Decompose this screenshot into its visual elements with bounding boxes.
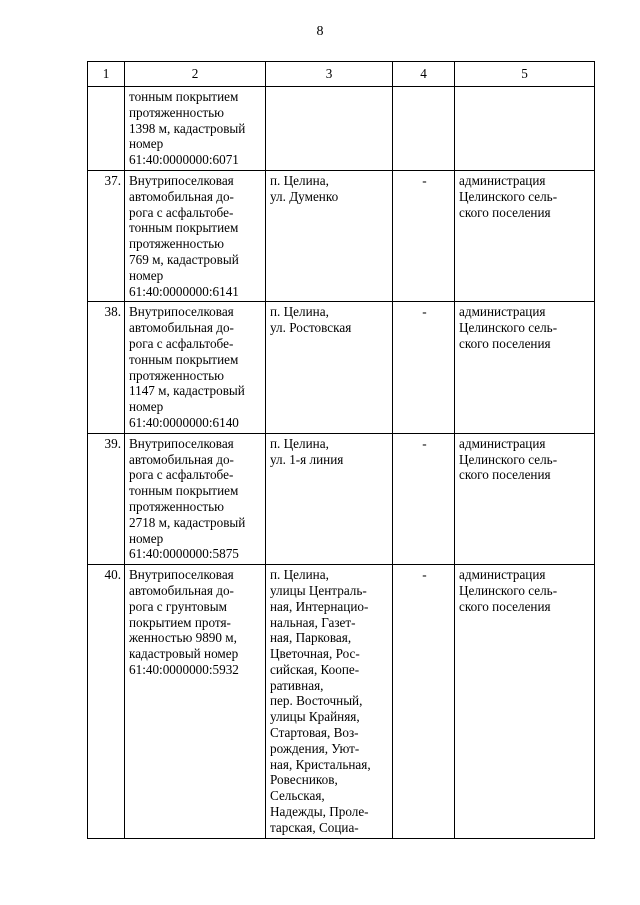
description-line: рога с грунтовым <box>129 598 227 614</box>
description-line: 61:40:0000000:6141 <box>129 283 239 299</box>
row-number: 37. <box>88 170 125 301</box>
owner-line: администрация <box>459 567 546 583</box>
description-line: рога с асфальтобе- <box>129 335 234 351</box>
object-address <box>266 87 393 171</box>
owner-line: ского поселения <box>459 598 551 614</box>
table-row <box>88 87 595 171</box>
address-line: ная, Парковая, <box>270 630 352 646</box>
table-body <box>88 62 595 839</box>
object-address <box>266 433 393 564</box>
description-line: номер <box>129 530 164 546</box>
description-line: автомобильная до- <box>129 451 234 467</box>
owner-line: ского поселения <box>459 467 551 483</box>
description-line: кадастровый номер <box>129 646 239 662</box>
description-line: покрытием протя- <box>129 614 231 630</box>
description-line: 1147 м, кадастровый <box>129 383 245 399</box>
row-number: 39. <box>88 433 125 564</box>
description-line: протяженностью <box>129 498 225 514</box>
column-header-4: 4 <box>393 62 455 87</box>
address-line: ная, Кристальная, <box>270 756 371 772</box>
description-line: рога с асфальтобе- <box>129 204 234 220</box>
address-line: Сельская, <box>270 788 325 804</box>
address-line: улицы Крайняя, <box>270 709 360 725</box>
table-row <box>88 170 595 301</box>
address-line: Стартовая, Воз- <box>270 725 359 741</box>
owner-info <box>455 302 595 433</box>
address-line: Цветочная, Рос- <box>270 646 360 662</box>
description-line: 61:40:0000000:6071 <box>129 152 239 168</box>
description-line: номер <box>129 399 164 415</box>
address-line: ная, Интернацио- <box>270 598 369 614</box>
table-row <box>88 433 595 564</box>
address-line: рождения, Уют- <box>270 740 360 756</box>
object-description <box>125 433 266 564</box>
column-4-value: - <box>393 433 455 564</box>
column-4-value: - <box>393 565 455 839</box>
owner-line: ского поселения <box>459 204 551 220</box>
address-line: улицы Централь- <box>270 582 367 598</box>
description-line: номер <box>129 136 164 152</box>
owner-line: Целинского сель- <box>459 320 558 336</box>
owner-info <box>455 170 595 301</box>
object-address <box>266 565 393 839</box>
page-number: 8 <box>316 24 324 39</box>
owner-line: Целинского сель- <box>459 582 558 598</box>
object-description <box>125 302 266 433</box>
row-number: 38. <box>88 302 125 433</box>
description-line: тонным покрытием <box>129 89 239 104</box>
address-line: Ровесников, <box>270 772 338 788</box>
description-line: 61:40:0000000:5875 <box>129 546 239 562</box>
description-line: 61:40:0000000:5932 <box>129 661 239 677</box>
address-line: ул. Думенко <box>270 188 339 204</box>
address-line: тарская, Социа- <box>270 819 359 835</box>
address-line: нальная, Газет- <box>270 614 356 630</box>
address-line: ративная, <box>270 677 324 693</box>
owner-line: администрация <box>459 304 546 320</box>
object-description <box>125 170 266 301</box>
owner-line: Целинского сель- <box>459 188 558 204</box>
column-header-5: 5 <box>455 62 595 87</box>
description-line: 1398 м, кадастровый <box>129 120 246 136</box>
column-header-3: 3 <box>266 62 393 87</box>
description-line: тонным покрытием <box>129 220 239 236</box>
table-header-row <box>88 62 595 87</box>
owner-line: администрация <box>459 172 546 188</box>
description-line: Внутрипоселковая <box>129 304 234 320</box>
address-line: Надежды, Проле- <box>270 804 369 820</box>
owner-info <box>455 565 595 839</box>
description-line: протяженностью <box>129 236 225 252</box>
description-line: тонным покрытием <box>129 483 239 499</box>
description-line: 61:40:0000000:6140 <box>129 414 239 430</box>
description-line: протяженностью <box>129 104 225 120</box>
description-line: протяженностью <box>129 367 225 383</box>
table-row <box>88 565 595 839</box>
object-description <box>125 87 266 171</box>
address-line: ул. Ростовская <box>270 320 352 336</box>
description-line: Внутрипоселковая <box>129 435 234 451</box>
description-line: тонным покрытием <box>129 351 239 367</box>
address-line: пер. Восточный, <box>270 693 363 709</box>
table-row <box>88 302 595 433</box>
registry-table <box>87 61 595 839</box>
column-header-2: 2 <box>125 62 266 87</box>
description-line: автомобильная до- <box>129 320 234 336</box>
address-line: ул. 1-я линия <box>270 451 344 467</box>
description-line: номер <box>129 267 164 283</box>
description-line: 769 м, кадастровый <box>129 251 239 267</box>
address-line: п. Целина, <box>270 172 329 188</box>
description-line: автомобильная до- <box>129 582 234 598</box>
column-header-1: 1 <box>88 62 125 87</box>
description-line: Внутрипоселковая <box>129 567 234 583</box>
owner-line: Целинского сель- <box>459 451 558 467</box>
column-4-value <box>393 87 455 171</box>
description-line: 2718 м, кадастровый <box>129 514 246 530</box>
row-number: 40. <box>88 565 125 839</box>
object-address <box>266 302 393 433</box>
description-line: Внутрипоселковая <box>129 172 234 188</box>
row-number <box>88 87 125 171</box>
description-line: женностью 9890 м, <box>129 630 237 646</box>
column-4-value: - <box>393 170 455 301</box>
owner-line: ского поселения <box>459 335 551 351</box>
owner-line: администрация <box>459 435 546 451</box>
owner-info <box>455 433 595 564</box>
address-line: п. Целина, <box>270 567 329 583</box>
column-4-value: - <box>393 302 455 433</box>
object-description <box>125 565 266 839</box>
address-line: сийская, Коопе- <box>270 661 360 677</box>
address-line: п. Целина, <box>270 304 329 320</box>
description-line: рога с асфальтобе- <box>129 467 234 483</box>
description-line: автомобильная до- <box>129 188 234 204</box>
object-address <box>266 170 393 301</box>
address-line: п. Целина, <box>270 435 329 451</box>
owner-info <box>455 87 595 171</box>
